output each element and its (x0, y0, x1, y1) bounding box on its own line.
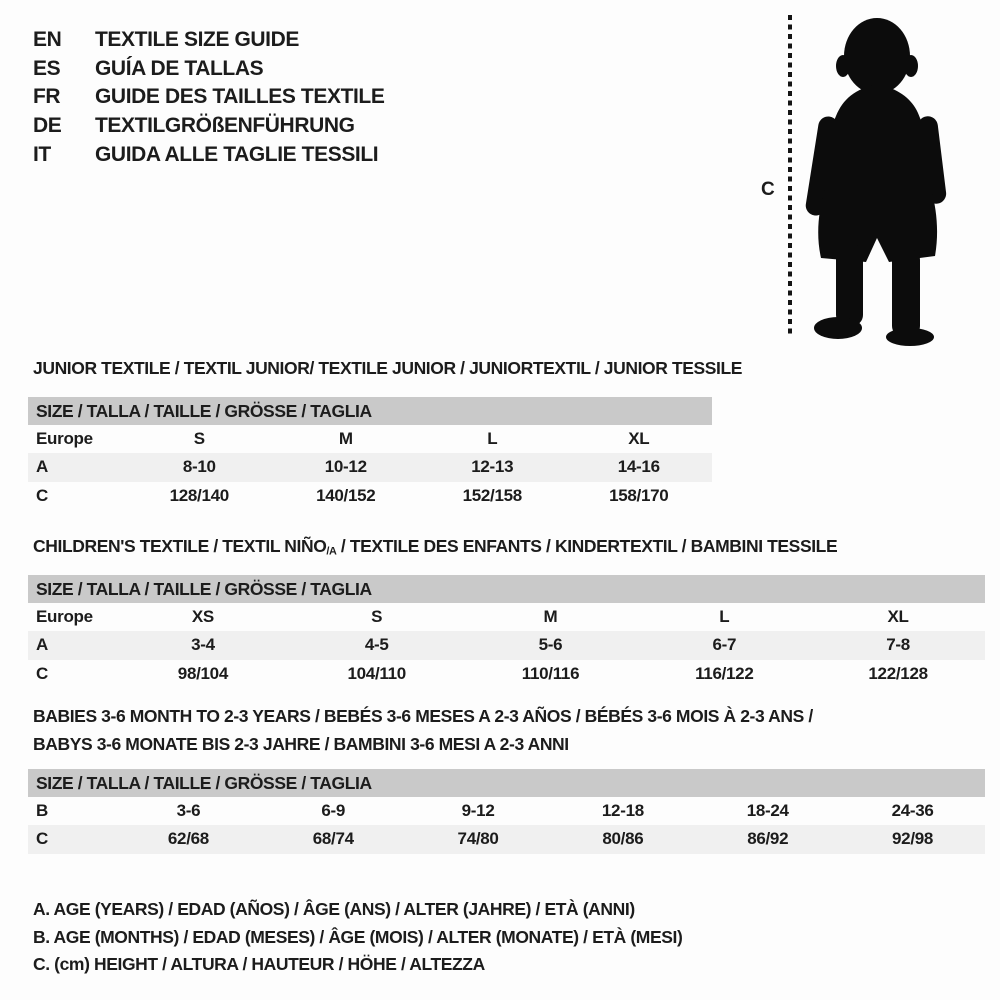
size-cell: XL (887, 607, 909, 626)
language-code: FR (33, 85, 61, 109)
babies-title-line2: BABYS 3-6 MONATE BIS 2-3 JAHRE / BAMBINI 3-6 MESI A 2-3 ANNI (33, 734, 569, 754)
children-size-table (28, 575, 985, 688)
language-code: DE (33, 114, 62, 138)
language-label: GUIDE DES TAILLES TEXTILE (95, 85, 385, 109)
size-cell: M (543, 607, 558, 626)
height-cell: 128/140 (169, 485, 229, 505)
junior-size-table (28, 397, 712, 510)
footnotes (33, 896, 682, 979)
age-cell: 10-12 (324, 457, 367, 477)
row-label: B (36, 801, 48, 820)
language-label: TEXTILGRÖßENFÜHRUNG (95, 114, 355, 138)
footnote-age-years: A. AGE (YEARS) / EDAD (AÑOS) / ÂGE (ANS) / ALTER (JAHRE) / ETÀ (ANNI) (33, 899, 635, 919)
size-table-header: SIZE / TALLA / TAILLE / GRÖSSE / TAGLIA (28, 769, 985, 797)
table-row-height (28, 482, 712, 510)
language-code: ES (33, 56, 61, 80)
age-cell: 4-5 (364, 635, 389, 655)
row-label: C (36, 485, 48, 505)
age-cell: 9-12 (461, 801, 495, 820)
table-row-height (28, 660, 985, 688)
height-cell: 74/80 (457, 829, 499, 849)
language-row-it (33, 140, 384, 169)
table-row-europe (28, 425, 712, 453)
language-row-fr (33, 83, 384, 112)
height-cell: 152/158 (462, 485, 522, 505)
row-label: A (36, 457, 48, 477)
babies-section-title (33, 702, 813, 758)
footnote-age-months: B. AGE (MONTHS) / EDAD (MESES) / ÂGE (MOIS) / ALTER (MONATE) / ETÀ (MESI) (33, 926, 683, 947)
language-label: GUIDA ALLE TAGLIE TESSILI (95, 142, 379, 166)
age-cell: 8-10 (182, 457, 216, 477)
height-cell: 122/128 (868, 663, 928, 683)
height-cell: 98/104 (177, 663, 228, 683)
language-label: GUÍA DE TALLAS (95, 56, 264, 80)
age-cell: 12-13 (471, 457, 514, 477)
size-cell: L (487, 429, 498, 448)
height-cell: 140/152 (316, 485, 376, 505)
age-cell: 3-6 (176, 801, 201, 820)
age-cell: 6-9 (321, 801, 346, 820)
age-cell: 7-8 (886, 635, 910, 655)
language-row-es (33, 55, 384, 84)
age-cell: 14-16 (617, 457, 660, 477)
row-label: Europe (36, 607, 93, 626)
size-table-header: SIZE / TALLA / TAILLE / GRÖSSE / TAGLIA (28, 397, 712, 425)
age-cell: 12-18 (601, 801, 644, 820)
age-cell: 24-36 (891, 801, 934, 820)
height-cell: 104/110 (347, 663, 406, 683)
row-label: A (36, 635, 48, 655)
language-code: EN (33, 28, 62, 52)
height-cell: 92/98 (892, 829, 934, 849)
size-cell: L (719, 607, 730, 626)
height-dashed-line (788, 15, 792, 337)
babies-title-line1: BABIES 3-6 MONTH TO 2-3 YEARS / BEBÉS 3-6 MESES A 2-3 AÑOS / BÉBÉS 3-6 MOIS À 2-3 ANS / (33, 706, 813, 726)
footnote-height-cm: C. (cm) HEIGHT / ALTURA / HAUTEUR / HÖHE / ALTEZZA (33, 954, 485, 975)
language-label: TEXTILE SIZE GUIDE (95, 28, 299, 52)
height-marker-label: C (761, 179, 775, 200)
children-title-post: / TEXTILE DES ENFANTS / KINDERTEXTIL / BAMBINI TESSILE (336, 536, 838, 556)
children-section-title (33, 532, 837, 566)
size-cell: S (371, 607, 383, 626)
size-cell: S (193, 429, 205, 448)
height-cell: 110/116 (521, 663, 580, 683)
language-row-en (33, 26, 384, 55)
age-cell: 5-6 (538, 635, 563, 655)
table-row-age-months (28, 797, 985, 825)
height-cell: 62/68 (167, 829, 209, 849)
height-cell: 68/74 (312, 829, 354, 849)
height-cell: 80/86 (602, 829, 644, 849)
children-title-pre: CHILDREN'S TEXTILE / TEXTIL NIÑO (33, 536, 327, 556)
size-cell: XL (628, 429, 650, 448)
age-cell: 18-24 (746, 801, 789, 820)
row-label: C (36, 829, 48, 849)
language-legend (33, 26, 384, 169)
row-label: Europe (36, 429, 93, 448)
language-code: IT (33, 142, 51, 166)
row-label: C (36, 663, 48, 683)
babies-size-table (28, 769, 985, 854)
size-table-header: SIZE / TALLA / TAILLE / GRÖSSE / TAGLIA (28, 575, 985, 603)
toddler-silhouette-icon (798, 4, 958, 348)
age-cell: 3-4 (191, 635, 215, 655)
size-cell: M (338, 429, 353, 448)
children-title-subscript: /A (326, 545, 337, 558)
table-row-age (28, 631, 985, 659)
table-row-height (28, 825, 985, 853)
age-cell: 6-7 (712, 635, 737, 655)
size-cell: XS (191, 607, 214, 626)
height-cell: 116/122 (695, 663, 754, 683)
table-row-age (28, 453, 712, 481)
language-row-de (33, 112, 384, 141)
height-cell: 158/170 (609, 485, 669, 505)
table-row-europe (28, 603, 985, 631)
height-cell: 86/92 (747, 829, 789, 849)
junior-section-title: JUNIOR TEXTILE / TEXTIL JUNIOR/ TEXTILE JUNIOR / JUNIORTEXTIL / JUNIOR TESSILE (33, 358, 743, 378)
